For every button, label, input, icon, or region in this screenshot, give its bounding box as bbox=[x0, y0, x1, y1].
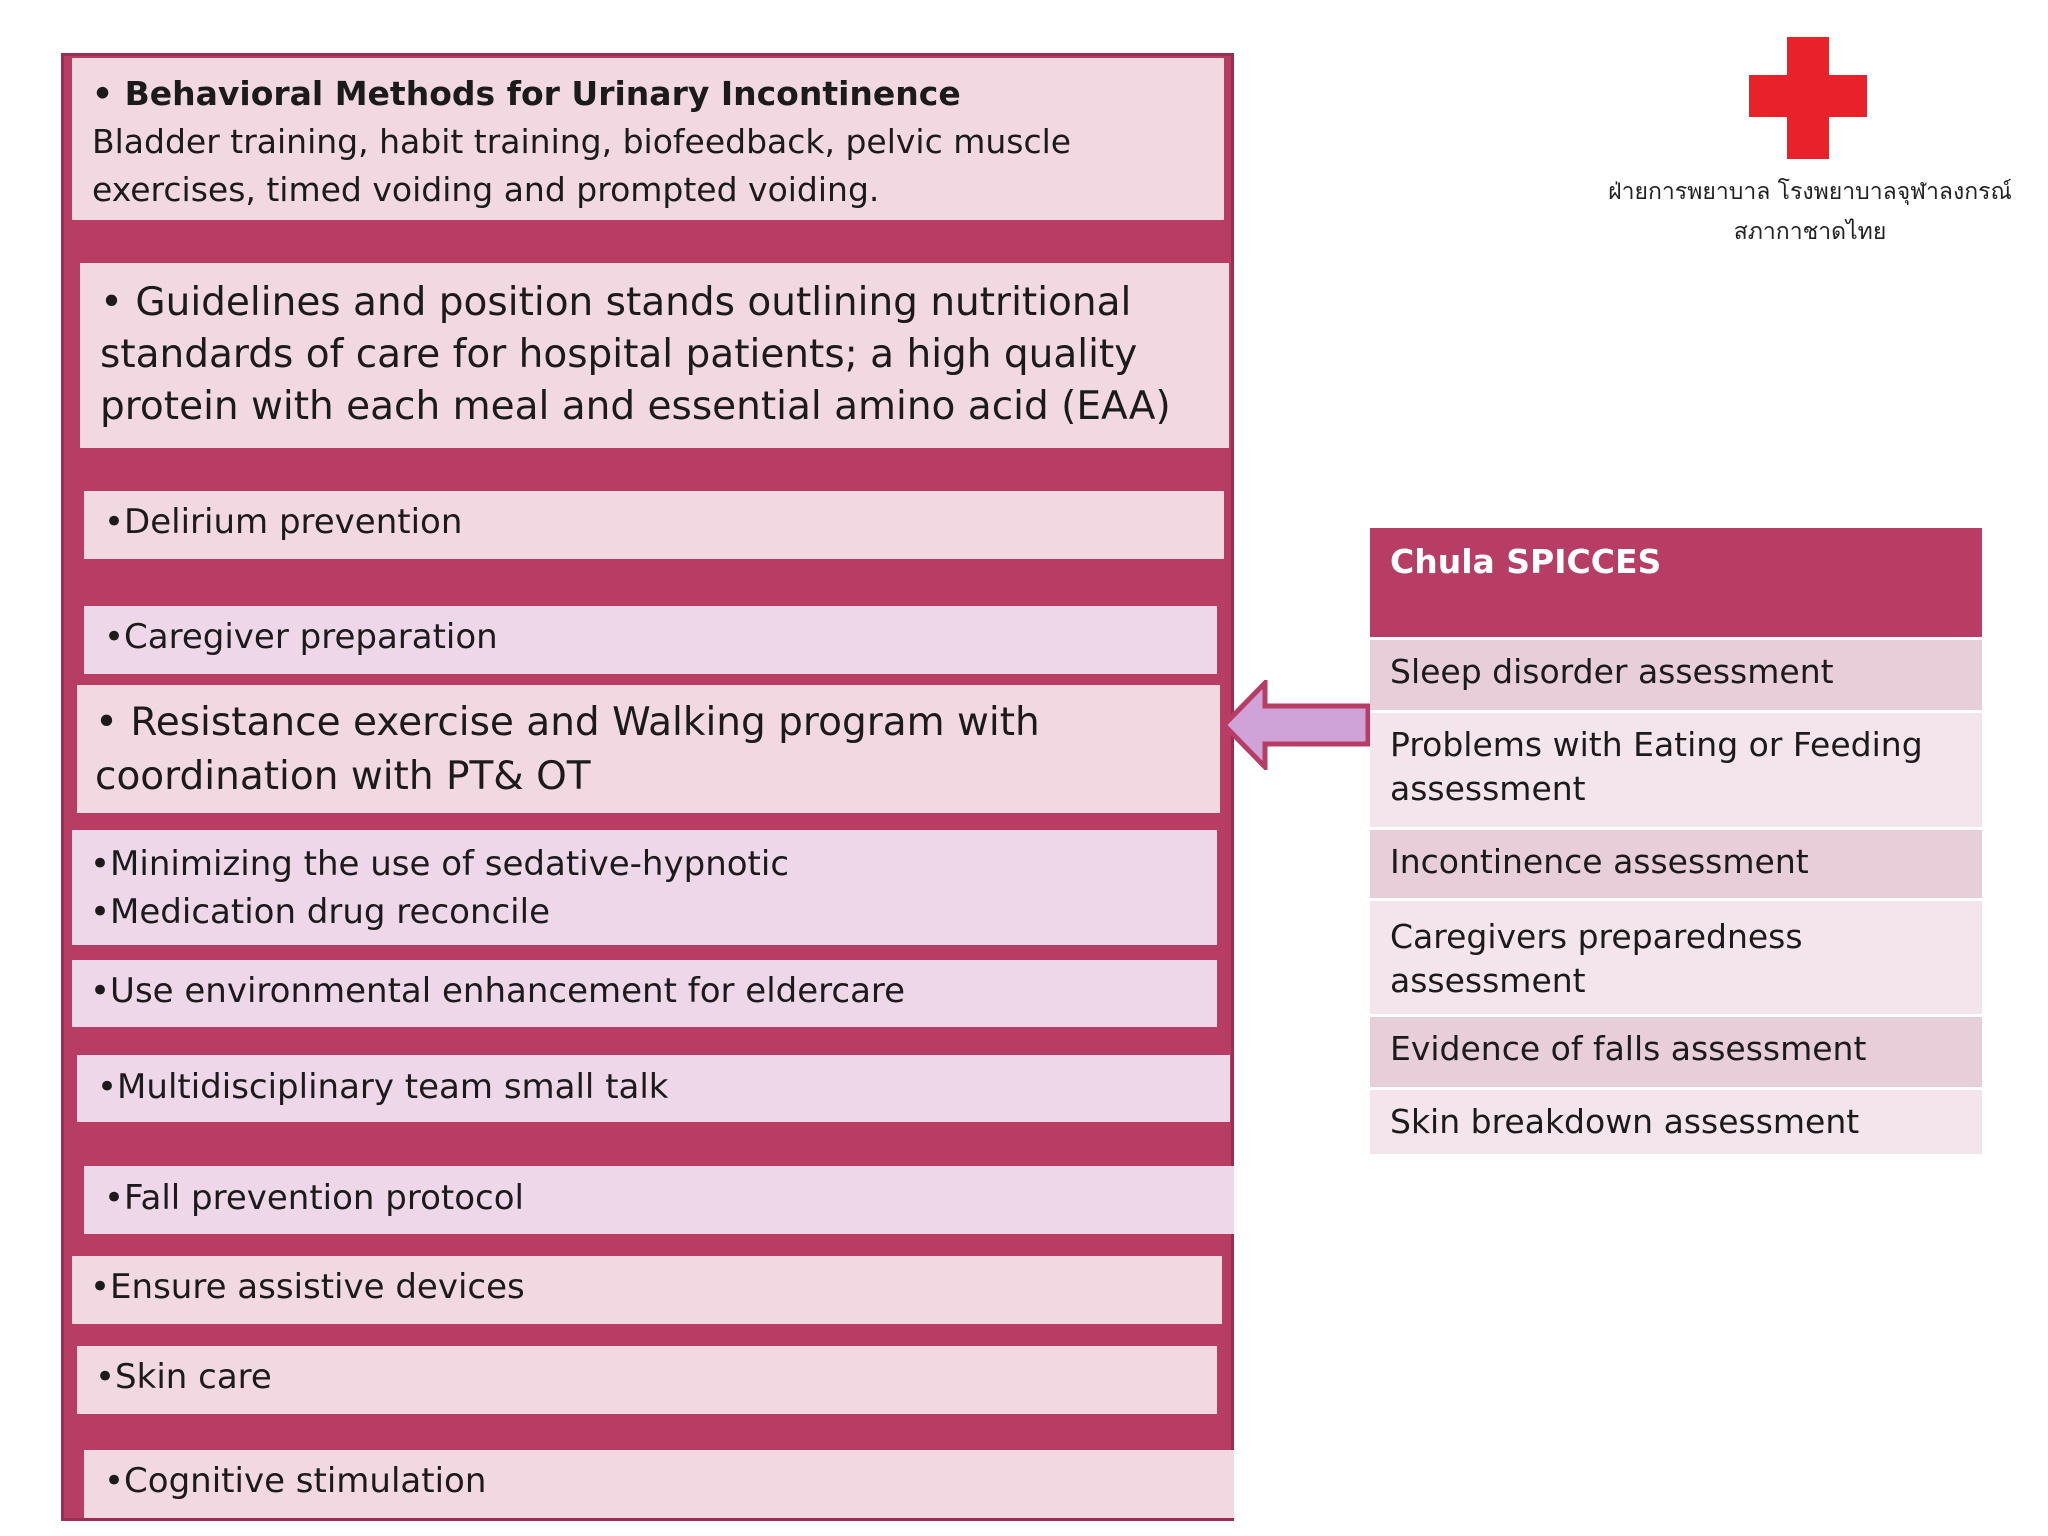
box-text-line: •Ensure assistive devices bbox=[90, 1267, 525, 1307]
box-text-line: Bladder training, habit training, biofeedback, pelvic muscle bbox=[92, 122, 1072, 161]
multidisciplinary-team-box bbox=[77, 1055, 1230, 1122]
row-text: Problems with Eating or Feeding bbox=[1390, 725, 1923, 764]
row-text: Skin breakdown assessment bbox=[1390, 1102, 1860, 1141]
row-text: Sleep disorder assessment bbox=[1390, 652, 1834, 691]
left-arrow-icon bbox=[1220, 680, 1372, 770]
cognitive-stimulation-box bbox=[84, 1450, 1234, 1518]
row-text: assessment bbox=[1390, 769, 1586, 808]
box-text-line: •Caregiver preparation bbox=[104, 617, 498, 657]
box-text-line: •Fall prevention protocol bbox=[104, 1178, 524, 1218]
box-text-line: •Cognitive stimulation bbox=[104, 1461, 487, 1501]
box-text-line: exercises, timed voiding and prompted voiding. bbox=[92, 170, 880, 209]
logo-org-line: ฝ่ายการพยาบาล โรงพยาบาลจุฬาลงกรณ์ bbox=[1608, 179, 2012, 205]
falls-row bbox=[1370, 1014, 1982, 1087]
box-heading: • Behavioral Methods for Urinary Incontinence bbox=[92, 74, 961, 113]
logo-org-subline: สภากาชาดไทย bbox=[1733, 219, 1887, 245]
box-text-line: •Use environmental enhancement for eldercare bbox=[90, 971, 906, 1011]
box-text-line: •Multidisciplinary team small talk bbox=[97, 1067, 669, 1107]
box-text-line: standards of care for hospital patients; a high quality bbox=[100, 332, 1138, 377]
row-text: Incontinence assessment bbox=[1390, 842, 1809, 881]
row-text: Evidence of falls assessment bbox=[1390, 1029, 1867, 1068]
eating-row bbox=[1370, 710, 1982, 827]
box-text-line: coordination with PT& OT bbox=[95, 754, 591, 799]
nutrition-guidelines-box bbox=[80, 263, 1229, 448]
caregivers-row bbox=[1370, 898, 1982, 1014]
medication-box bbox=[72, 830, 1217, 945]
fall-prevention-box bbox=[84, 1166, 1234, 1234]
resistance-exercise-box bbox=[77, 685, 1220, 813]
urinary-incontinence-box bbox=[72, 58, 1224, 220]
box-text-line: •Delirium prevention bbox=[104, 502, 463, 542]
skin-row bbox=[1370, 1087, 1982, 1154]
skin-care-box bbox=[77, 1346, 1217, 1414]
box-text-line: • Guidelines and position stands outlining nutritional bbox=[100, 280, 1132, 325]
spicces-title: Chula SPICCES bbox=[1370, 528, 1982, 637]
box-text-line: •Medication drug reconcile bbox=[90, 892, 550, 932]
environment-box bbox=[72, 960, 1217, 1027]
red-cross-logo-icon bbox=[1749, 37, 1867, 159]
box-text-line: •Minimizing the use of sedative-hypnotic bbox=[90, 844, 790, 884]
row-text: assessment bbox=[1390, 961, 1586, 1000]
delirium-prevention-box bbox=[84, 491, 1224, 559]
box-text-line: •Skin care bbox=[95, 1357, 272, 1397]
sleep-row bbox=[1370, 637, 1982, 710]
row-text: Caregivers preparedness bbox=[1390, 917, 1803, 956]
spicces-table bbox=[1370, 528, 1982, 1154]
caregiver-preparation-box bbox=[84, 606, 1217, 674]
assistive-devices-box bbox=[72, 1256, 1222, 1324]
incontinence-row bbox=[1370, 827, 1982, 898]
box-text-line: • Resistance exercise and Walking program with bbox=[95, 700, 1040, 745]
box-text-line: protein with each meal and essential amino acid (EAA) bbox=[100, 384, 1171, 429]
